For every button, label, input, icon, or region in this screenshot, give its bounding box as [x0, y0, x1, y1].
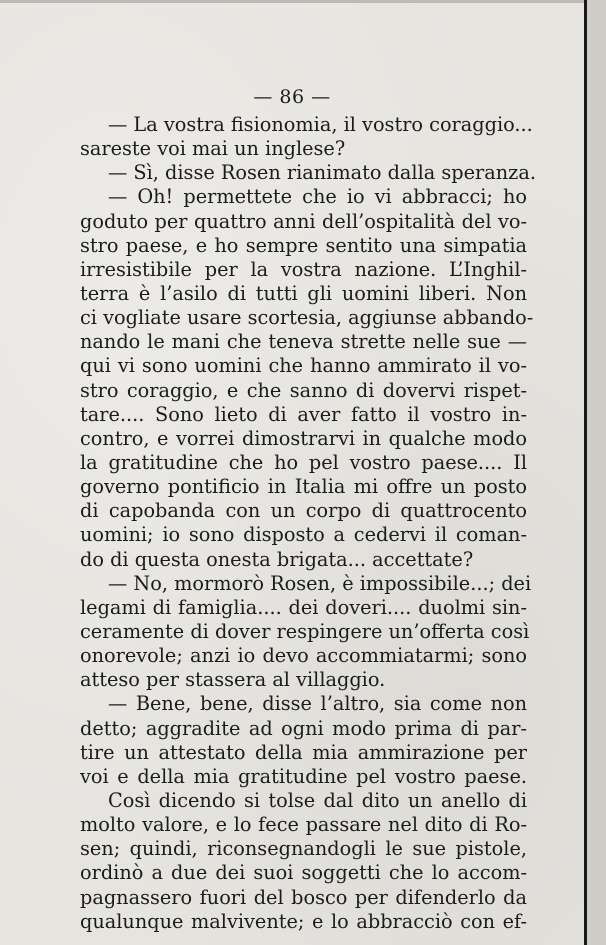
text-line: qui vi sono uomini che hanno ammirato il vo-	[80, 354, 527, 378]
text-line: voi e della mia gratitudine pel vostro paese.	[80, 764, 527, 788]
text-line: molto valore, e lo fece passare nel dito di Ro-	[80, 813, 527, 837]
adjacent-page-margin	[587, 0, 606, 945]
text-line: legami di famiglia.... dei doveri.... duolmi sin-	[80, 595, 527, 619]
text-line: ci vogliate usare scortesia, aggiunse abbando-	[80, 306, 534, 330]
text-line: — Sì, disse Rosen rianimato dalla speranza.	[108, 161, 536, 185]
text-line: atteso per stassera al villaggio.	[80, 668, 386, 692]
text-line: — Bene, bene, disse l’altro, sia come non	[108, 692, 527, 716]
text-line: pagnassero fuori del bosco per difenderlo da	[80, 885, 527, 909]
text-line: uomini; io sono disposto a cedervi il coman-	[80, 523, 527, 547]
text-line: irresistibile per la vostra nazione. L’Inghil-	[80, 257, 527, 281]
page-top-edge	[0, 0, 584, 3]
text-line: Così dicendo si tolse dal dito un anello di	[108, 788, 527, 812]
page-number: — 86 —	[253, 86, 331, 108]
text-line: qualunque malvivente; e lo abbracciò con ef-	[80, 909, 527, 933]
body-text	[80, 113, 536, 934]
text-line: ordinò a due dei suoi soggetti che lo accom-	[80, 861, 527, 885]
text-line: do di questa onesta brigata... accettate?	[80, 547, 474, 571]
text-line: — No, mormorò Rosen, è impossibile...; dei	[108, 571, 532, 595]
text-line: governo pontificio in Italia mi offre un posto	[80, 475, 527, 499]
text-line: ceramente di dover respingere un’offerta così	[80, 619, 530, 643]
text-line: la gratitudine che ho pel vostro paese.... Il	[80, 450, 527, 474]
text-line: contro, e vorrei dimostrarvi in qualche modo	[80, 426, 527, 450]
text-line: — La vostra fisionomia, il vostro coraggio...	[108, 113, 533, 136]
text-line: detto; aggradite ad ogni modo prima di par-	[80, 716, 527, 740]
text-line: stro paese, e ho sempre sentito una simpatia	[80, 233, 527, 257]
text-line: onorevole; anzi io devo accommiatarmi; sono	[80, 644, 527, 668]
text-line: goduto per quattro anni dell’ospitalità del vo-	[80, 209, 527, 233]
text-line: terra è l’asilo di tutti gli uomini liberi. Non	[80, 281, 527, 305]
text-line: tare.... Sono lieto di aver fatto il vostro in-	[80, 402, 527, 426]
text-line: — Oh! permettete che io vi abbracci; ho	[108, 185, 527, 209]
text-line: tire un attestato della mia ammirazione per	[80, 740, 527, 764]
text-line: sen; quindi, riconsegnandogli le sue pistole,	[80, 837, 527, 861]
text-line: nando le mani che teneva strette nelle sue —	[80, 330, 527, 354]
text-line: stro coraggio, e che sanno di dovervi rispet-	[80, 378, 527, 402]
text-line: di capobanda con un corpo di quattrocento	[80, 499, 527, 523]
text-line: sareste voi mai un inglese?	[80, 137, 346, 161]
